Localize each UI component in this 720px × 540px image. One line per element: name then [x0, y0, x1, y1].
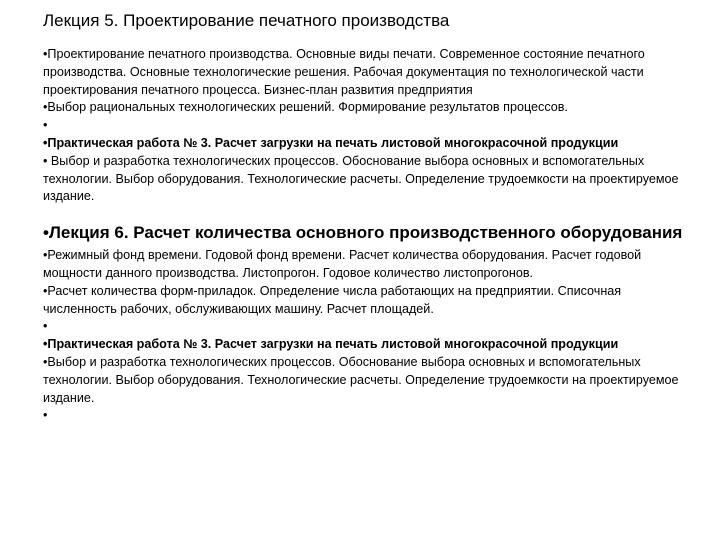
- section-lecture-5: [43, 10, 690, 206]
- lecture-6-item-empty-bullet: •: [43, 319, 48, 334]
- lecture-5-item-practical-work: •Практическая работа № 3. Расчет загрузки на печать листовой многокрасочной продукции: [43, 135, 619, 150]
- lecture-5-item-rational-solutions: •Выбор рациональных технологических решений. Формирование результатов процессов.: [43, 100, 568, 115]
- lecture-6-item-trailing-bullet: •: [43, 408, 48, 423]
- lecture-5-title: Лекция 5. Проектирование печатного производства: [43, 11, 450, 30]
- lecture-6-item-practical-work: •Практическая работа № 3. Расчет загрузки на печать листовой многокрасочной продукции: [43, 337, 619, 352]
- lecture-6-item-form-count: •Расчет количества форм-приладок. Определение числа работающих на предприятии. Списочная численность рабочих, обслуживающих машину. Расчет площадей.: [43, 283, 622, 316]
- lecture-5-item-process-selection: • Выбор и разработка технологических процессов. Обоснование выбора основных и вспомогательных технологии. Выбор оборудования. Технологические расчеты. Определение трудоемкости на проектируемое издание.: [43, 153, 679, 204]
- lecture-6-item-process-selection: •Выбор и разработка технологических процессов. Обоснование выбора основных и вспомогательных технологии. Выбор оборудования. Технологические расчеты. Определение трудоемкости на проектируемое издание.: [43, 354, 679, 405]
- section-lecture-6: [43, 222, 690, 425]
- lecture-5-item-overview: •Проектирование печатного производства. Основные виды печати. Современное состояние печатного производства. Основные технологические решения. Рабочая документация по технологической части проектирования печатного процесса. Бизнес-план развития предприятия: [43, 47, 645, 97]
- lecture-5-item-empty-bullet: •: [43, 118, 48, 133]
- lecture-6-title: •Лекция 6. Расчет количества основного производственного оборудования: [43, 223, 683, 243]
- lecture-6-item-time-fund: •Режимный фонд времени. Годовой фонд времени. Расчет количества оборудования. Расчет годовой мощности данного производства. Листопрогон. Годовое количество листопрогонов.: [43, 248, 642, 280]
